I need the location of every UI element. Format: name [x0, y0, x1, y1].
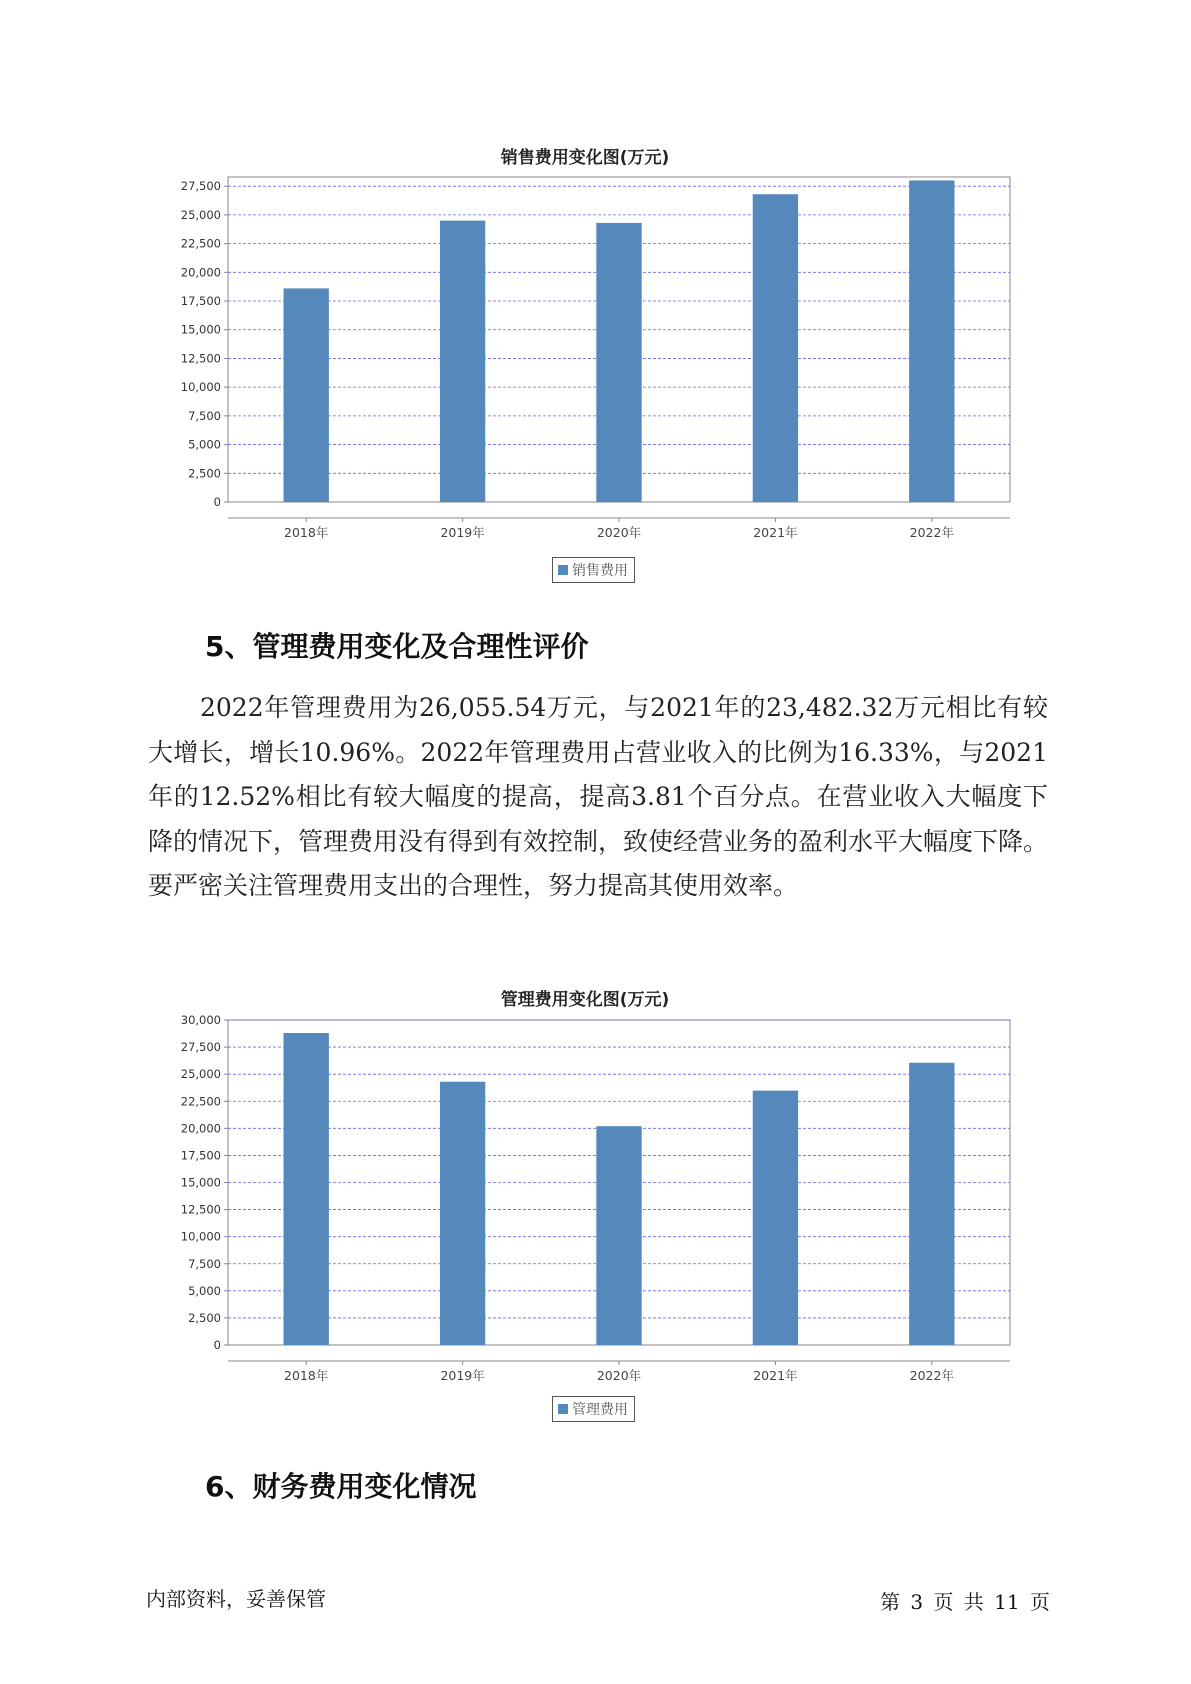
x-tick-label: 2020年 [596, 1368, 642, 1383]
legend-swatch [558, 565, 568, 575]
sales-expense-plot [150, 165, 1020, 585]
bar [440, 1082, 485, 1345]
y-tick-label: 15,000 [180, 1175, 221, 1190]
management-expense-plot [150, 1008, 1020, 1428]
y-tick-label: 20,000 [180, 265, 221, 280]
x-tick-label: 2018年 [284, 1368, 329, 1383]
y-tick-label: 0 [213, 495, 221, 509]
legend-swatch [558, 1404, 568, 1414]
chart-legend [552, 1396, 635, 1422]
y-tick-label: 5,000 [188, 1283, 221, 1298]
bar [909, 180, 954, 502]
y-tick-label: 30,000 [180, 1013, 221, 1027]
y-tick-label: 25,000 [180, 1067, 221, 1082]
x-tick-label: 2019年 [440, 1368, 485, 1383]
footer-page-number: 第 3 页 共 11 页 [880, 1590, 1050, 1614]
y-tick-label: 15,000 [180, 322, 221, 337]
sales-expense-chart [150, 135, 1020, 595]
y-tick-label: 7,500 [188, 1256, 221, 1271]
x-tick-label: 2019年 [440, 525, 485, 540]
y-tick-label: 22,500 [180, 236, 221, 251]
bar [284, 288, 329, 502]
x-tick-label: 2021年 [753, 1368, 798, 1383]
y-tick-label: 12,500 [180, 1202, 221, 1217]
y-tick-label: 0 [213, 1338, 221, 1352]
x-tick-label: 2018年 [284, 525, 329, 540]
y-tick-label: 12,500 [180, 351, 221, 366]
section-6-heading: 6、财务费用变化情况 [205, 1470, 477, 1503]
y-tick-label: 17,500 [180, 1148, 221, 1163]
y-tick-label: 22,500 [180, 1094, 221, 1109]
x-tick-label: 2022年 [909, 525, 954, 540]
bar [909, 1063, 954, 1345]
legend-label: 销售费用 [572, 563, 628, 579]
bar [753, 1091, 798, 1345]
y-tick-label: 17,500 [180, 294, 221, 309]
bar [596, 223, 641, 502]
y-tick-label: 27,500 [180, 179, 221, 194]
y-tick-label: 2,500 [188, 1310, 221, 1325]
x-tick-label: 2021年 [753, 525, 798, 540]
y-tick-label: 20,000 [180, 1121, 221, 1136]
y-tick-label: 10,000 [180, 380, 221, 395]
section-5-paragraph: 2022年管理费用为26,055.54万元，与2021年的23,482.32万元相比有较大增长，增长10.96%。2022年管理费用占营业收入的比例为16.33%，与2021年的12.52%相比有较大幅度的提高，提高3.81个百分点。在营业收入大幅度下降的情况下，管理费用没有得到有效控制，致使经营业务的盈利水平大幅度下降。要严密关注管理费用支出的合理性，努力提高其使用效率。 [148, 693, 1049, 900]
x-tick-label: 2020年 [596, 525, 642, 540]
legend-label: 管理费用 [572, 1402, 628, 1418]
chart-title: 销售费用变化图(万元) [500, 148, 670, 168]
bar [440, 221, 485, 502]
y-tick-label: 5,000 [188, 437, 221, 452]
x-tick-label: 2022年 [909, 1368, 954, 1383]
bar [753, 194, 798, 502]
footer-confidential-note: 内部资料，妥善保管 [146, 1587, 326, 1611]
bar [284, 1033, 329, 1345]
y-tick-label: 7,500 [188, 408, 221, 423]
bar [596, 1126, 641, 1345]
y-tick-label: 2,500 [188, 466, 221, 481]
y-tick-label: 10,000 [180, 1229, 221, 1244]
y-tick-label: 27,500 [180, 1040, 221, 1055]
management-expense-chart [150, 978, 1020, 1438]
y-tick-label: 25,000 [180, 207, 221, 222]
section-5-heading: 5、管理费用变化及合理性评价 [205, 630, 589, 663]
chart-legend [552, 557, 635, 583]
chart-title: 管理费用变化图(万元) [500, 990, 670, 1010]
